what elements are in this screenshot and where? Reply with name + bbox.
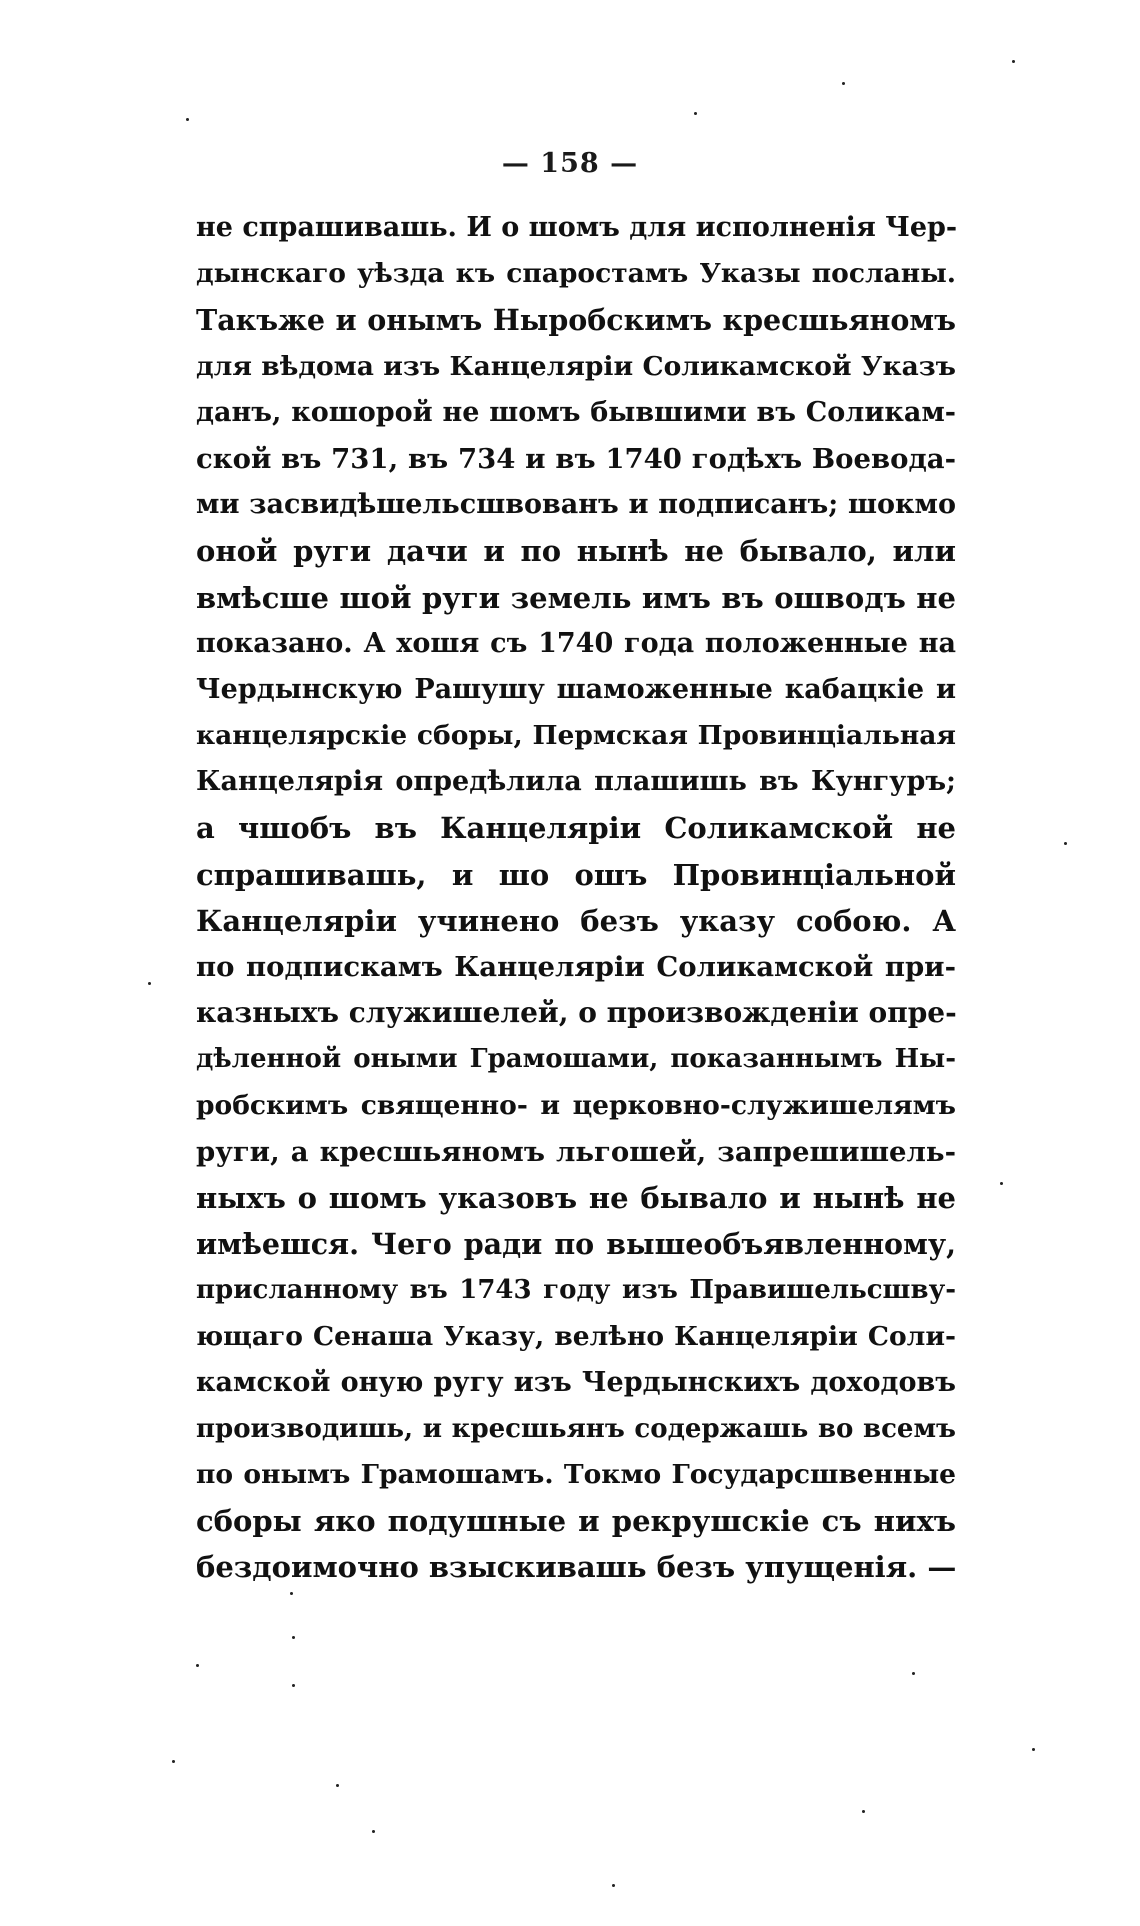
scan-speck bbox=[1032, 1748, 1035, 1751]
scan-speck bbox=[186, 118, 189, 121]
text-line: спрашивашь, и шо ошъ Провинціальной bbox=[196, 857, 956, 892]
scan-speck bbox=[1012, 60, 1015, 63]
text-line: ющаго Сенаша Указу, велѣно Канцеляріи Соли- bbox=[196, 1320, 956, 1352]
text-line: показано. А хошя съ 1740 года положенные на bbox=[196, 627, 956, 659]
text-line: Канцелярія опредѣлила плашишь въ Кунгуръ; bbox=[196, 766, 956, 798]
text-line: Чердынскую Рашушу шаможенные кабацкіе и bbox=[196, 673, 956, 705]
scan-speck bbox=[372, 1830, 375, 1833]
text-line: вмѣсше шой руги земель имъ въ ошводъ не bbox=[196, 580, 956, 615]
scan-speck bbox=[336, 1784, 339, 1787]
text-line: бездоимочно взыскивашь безъ упущенія. — bbox=[196, 1550, 957, 1585]
text-line: канцелярскіе сборы, Пермская Провинціальная bbox=[196, 720, 956, 752]
text-line: ской въ 731, въ 734 и въ 1740 годѣхъ Воевода- bbox=[196, 442, 956, 475]
text-line: ныхъ о шомъ указовъ не бывало и нынѣ не bbox=[196, 1180, 956, 1215]
scan-speck bbox=[292, 1636, 295, 1639]
scan-speck bbox=[292, 1684, 295, 1687]
scan-speck bbox=[148, 982, 151, 985]
scan-speck bbox=[172, 1760, 175, 1763]
body-text bbox=[196, 205, 956, 1591]
text-line: для вѣдома изъ Канцеляріи Соликамской Указъ bbox=[196, 350, 956, 382]
text-line: сборы яко подушные и рекрушскіе съ нихъ bbox=[196, 1504, 956, 1539]
scan-speck bbox=[912, 1672, 915, 1675]
text-line: оной руги дачи и по нынѣ не бывало, или bbox=[196, 534, 956, 569]
scan-speck bbox=[290, 1592, 293, 1595]
text-line: по онымъ Грамошамъ. Токмо Государсшвенные bbox=[196, 1459, 956, 1491]
text-line: Такъже и онымъ Ныробскимъ кресшьяномъ bbox=[196, 303, 956, 338]
scan-speck bbox=[862, 1810, 865, 1813]
scan-speck bbox=[1000, 1182, 1003, 1185]
text-line: производишь, и кресшьянъ содержашь во всемъ bbox=[196, 1413, 956, 1444]
text-line: дѣленной оными Грамошами, показаннымъ Ны- bbox=[196, 1044, 956, 1075]
text-line: не спрашивашь. И о шомъ для исполненія Чер- bbox=[196, 212, 958, 243]
scan-speck bbox=[1064, 842, 1067, 845]
text-line: казныхъ служишелей, о произвожденіи опре- bbox=[196, 996, 957, 1030]
scan-speck bbox=[612, 1884, 615, 1887]
text-line: дынскаго уѣзда къ спаростамъ Указы посланы. bbox=[196, 258, 956, 290]
scan-speck bbox=[842, 82, 845, 85]
text-line: по подпискамъ Канцеляріи Соликамской при- bbox=[196, 951, 956, 983]
text-line: Канцеляріи учинено безъ указу собою. А bbox=[196, 903, 956, 938]
text-line: а чшобъ въ Канцеляріи Соликамской не bbox=[196, 811, 956, 846]
text-line: робскимъ священно- и церковно-служишелямъ bbox=[196, 1089, 956, 1121]
text-line: ми засвидѣшельсшвованъ и подписанъ; шокмо bbox=[196, 489, 956, 521]
scan-speck bbox=[196, 1664, 199, 1667]
text-line: данъ, кошорой не шомъ бывшими въ Соликам- bbox=[196, 396, 956, 428]
text-line: имѣешся. Чего ради по вышеобъявленному, bbox=[196, 1227, 956, 1262]
page-number: — 158 — bbox=[501, 148, 639, 179]
scan-speck bbox=[694, 112, 697, 115]
text-line: камской оную ругу изъ Чердынскихъ доходовъ bbox=[196, 1366, 956, 1398]
text-line: руги, а кресшьяномъ льгошей, запрешишель- bbox=[196, 1135, 956, 1168]
text-line: присланному въ 1743 году изъ Правишельсшву- bbox=[196, 1275, 956, 1306]
